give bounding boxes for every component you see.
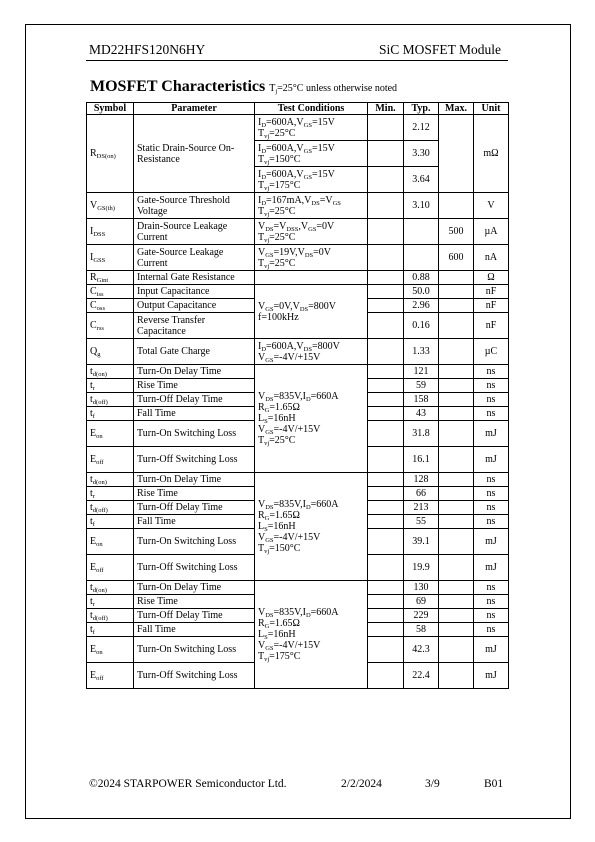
cell-min [368,663,404,689]
cell-typ: 128 [404,473,439,487]
cell-typ: 229 [404,609,439,623]
cell-symbol: $V_{GS(th)}$ [87,193,134,219]
cell-unit: ns [474,473,509,487]
cell-max [439,379,474,393]
section-condition: $T_j=25^\circ C$ unless otherwise noted [269,83,398,95]
cell-symbol: $I_{DSS}$ [87,219,134,245]
footer-revision: B01 [484,778,504,790]
cell-parameter: Turn-On Delay Time [134,473,255,487]
cell-min [368,595,404,609]
cell-unit: ns [474,407,509,421]
cell-typ: 3.64 [404,167,439,193]
cell-unit: ns [474,487,509,501]
cell-max [439,555,474,581]
cell-parameter: Turn-On Delay Time [134,365,255,379]
footer-date: 2/2/2024 [341,778,382,790]
cell-unit: ns [474,595,509,609]
col-header-min: Min. [368,103,404,115]
cell-parameter: Rise Time [134,379,255,393]
cell-min [368,219,404,245]
cell-min [368,637,404,663]
section-heading [90,78,397,96]
cell-symbol: $E_{on}$ [87,637,134,663]
cell-symbol: $t_{d(on)}$ [87,365,134,379]
cell-parameter: Turn-On Switching Loss [134,529,255,555]
cell-parameter: Gate-Source Threshold Voltage [134,193,255,219]
product-type: SiC MOSFET Module [378,42,501,57]
cell-min [368,245,404,271]
cell-parameter: Turn-On Switching Loss [134,421,255,447]
col-header-max: Max. [439,103,474,115]
cell-parameter: Fall Time [134,515,255,529]
cell-typ: 2.12 [404,115,439,141]
cell-unit: mJ [474,529,509,555]
cell-max [439,473,474,487]
cell-unit: V [474,193,509,219]
table-row [87,365,509,379]
cell-typ: 43 [404,407,439,421]
cell-symbol: $t_f$ [87,407,134,421]
cell-max: 500 [439,219,474,245]
cell-max [439,407,474,421]
cell-typ: 130 [404,581,439,595]
cell-max [439,193,474,219]
cell-max [439,487,474,501]
cell-symbol: $t_{d(off)}$ [87,609,134,623]
cell-max [439,421,474,447]
cell-conditions: $V_{DS}=835V,I_D=660A$ $R_G=1.65\Omega$ $L_S=16nH$ $V_{GS}=-4V/+15V$ $T_{vj}=25^\circ C$ [255,365,368,473]
col-header-typ: Typ. [404,103,439,115]
cell-max [439,663,474,689]
cell-symbol: $t_r$ [87,379,134,393]
cell-parameter: Fall Time [134,623,255,637]
cell-max [439,313,474,339]
cell-conditions: $I_D=600A,V_{GS}=15V$ $T_{vj}=25^\circ C$ [255,115,368,141]
cell-max [439,447,474,473]
cell-typ: 39.1 [404,529,439,555]
cell-typ: 55 [404,515,439,529]
cell-max [439,529,474,555]
cell-unit: ns [474,393,509,407]
cell-min [368,393,404,407]
cell-conditions: $V_{DS}=835V,I_D=660A$ $R_G=1.65\Omega$ $L_S=16nH$ $V_{GS}=-4V/+15V$ $T_{vj}=150^\circ C$ [255,473,368,581]
cell-typ: 1.33 [404,339,439,365]
cell-min [368,285,404,299]
cell-typ: 158 [404,393,439,407]
cell-max [439,595,474,609]
cell-symbol: $C_{oss}$ [87,299,134,313]
cell-min [368,271,404,285]
cell-conditions [255,271,368,285]
cell-parameter: Turn-Off Switching Loss [134,447,255,473]
cell-conditions: $I_D=600A,V_{DS}=800V$ $V_{GS}=-4V/+15V$ [255,339,368,365]
cell-max [439,637,474,663]
cell-parameter: Internal Gate Resistance [134,271,255,285]
cell-symbol: $t_{d(on)}$ [87,581,134,595]
cell-max [439,115,474,193]
cell-max [439,271,474,285]
cell-min [368,555,404,581]
cell-unit: mJ [474,555,509,581]
cell-conditions: $V_{GS}=0V,V_{DS}=800V$ f=100kHz [255,285,368,339]
cell-parameter: Turn-Off Switching Loss [134,663,255,689]
cell-min [368,115,404,141]
cell-symbol: $R_{Gint}$ [87,271,134,285]
cell-typ: 66 [404,487,439,501]
cell-parameter: Input Capacitance [134,285,255,299]
cell-conditions: $V_{GS}=19V,V_{DS}=0V$ $T_{vj}=25^\circ C$ [255,245,368,271]
cell-min [368,193,404,219]
cell-parameter: Output Capacitance [134,299,255,313]
cell-unit: ns [474,365,509,379]
header-rule [86,60,508,61]
table-row [87,193,509,219]
cell-unit: ns [474,609,509,623]
cell-typ: 22.4 [404,663,439,689]
cell-unit: nF [474,285,509,299]
cell-symbol: $Q_g$ [87,339,134,365]
cell-unit: ns [474,623,509,637]
table-row [87,339,509,365]
cell-typ: 3.30 [404,141,439,167]
cell-conditions: $I_D=167mA,V_{DS}=V_{GS}$ $T_{vj}=25^\circ C$ [255,193,368,219]
cell-typ: 121 [404,365,439,379]
cell-min [368,501,404,515]
cell-unit: mJ [474,637,509,663]
cell-typ: 2.96 [404,299,439,313]
cell-parameter: Drain-Source Leakage Current [134,219,255,245]
cell-conditions: $I_D=600A,V_{GS}=15V$ $T_{vj}=175^\circ C$ [255,167,368,193]
table-body [87,115,509,689]
cell-parameter: Reverse Transfer Capacitance [134,313,255,339]
cell-symbol: $E_{off}$ [87,447,134,473]
cell-min [368,339,404,365]
cell-min [368,299,404,313]
table-row [87,245,509,271]
part-number: MD22HFS120N6HY [89,42,206,57]
cell-parameter: Gate-Source Leakage Current [134,245,255,271]
cell-min [368,581,404,595]
cell-min [368,515,404,529]
cell-parameter: Turn-Off Delay Time [134,609,255,623]
cell-max [439,501,474,515]
cell-typ: 16.1 [404,447,439,473]
cell-unit: mΩ [474,115,509,193]
cell-symbol: $E_{on}$ [87,421,134,447]
cell-symbol: $I_{GSS}$ [87,245,134,271]
cell-max: 600 [439,245,474,271]
cell-parameter: Turn-On Switching Loss [134,637,255,663]
cell-symbol: $t_{d(off)}$ [87,501,134,515]
cell-parameter: Fall Time [134,407,255,421]
cell-max [439,365,474,379]
cell-symbol: $C_{rss}$ [87,313,134,339]
table-row [87,271,509,285]
cell-conditions: $I_D=600A,V_{GS}=15V$ $T_{vj}=150^\circ C$ [255,141,368,167]
cell-unit: ns [474,581,509,595]
cell-typ [404,219,439,245]
cell-max [439,285,474,299]
table-row [87,219,509,245]
cell-min [368,623,404,637]
cell-typ: 58 [404,623,439,637]
cell-min [368,421,404,447]
cell-parameter: Turn-On Delay Time [134,581,255,595]
cell-symbol: $t_r$ [87,487,134,501]
col-header-unit: Unit [474,103,509,115]
cell-unit: mJ [474,421,509,447]
col-header-conditions: Test Conditions [255,103,368,115]
cell-max [439,609,474,623]
cell-unit: mJ [474,663,509,689]
cell-min [368,529,404,555]
cell-parameter: Turn-Off Delay Time [134,393,255,407]
cell-symbol: $t_{d(off)}$ [87,393,134,407]
cell-typ: 42.3 [404,637,439,663]
table-header-row [87,103,509,115]
table-row [87,285,509,299]
cell-symbol: $t_f$ [87,623,134,637]
cell-parameter: Rise Time [134,595,255,609]
cell-unit: nF [474,299,509,313]
cell-typ: 59 [404,379,439,393]
footer-page: 3/9 [425,778,440,790]
cell-parameter: Total Gate Charge [134,339,255,365]
table-row [87,581,509,595]
cell-symbol: $C_{iss}$ [87,285,134,299]
cell-symbol: $t_{d(on)}$ [87,473,134,487]
cell-typ: 69 [404,595,439,609]
cell-conditions: $V_{DS}=V_{DSS},V_{GS}=0V$ $T_{vj}=25^\circ C$ [255,219,368,245]
cell-min [368,141,404,167]
cell-unit: µA [474,219,509,245]
footer-copyright: ©2024 STARPOWER Semiconductor Ltd. [89,778,287,790]
cell-max [439,581,474,595]
cell-symbol: $E_{off}$ [87,663,134,689]
cell-typ: 3.10 [404,193,439,219]
cell-typ: 50.0 [404,285,439,299]
cell-unit: nF [474,313,509,339]
cell-typ: 31.8 [404,421,439,447]
cell-symbol: $t_r$ [87,595,134,609]
cell-unit: Ω [474,271,509,285]
cell-min [368,379,404,393]
cell-max [439,299,474,313]
cell-unit: ns [474,515,509,529]
cell-typ: 213 [404,501,439,515]
cell-min [368,609,404,623]
cell-max [439,623,474,637]
cell-symbol: $E_{off}$ [87,555,134,581]
cell-unit: µC [474,339,509,365]
col-header-symbol: Symbol [87,103,134,115]
cell-conditions: $V_{DS}=835V,I_D=660A$ $R_G=1.65\Omega$ $L_S=16nH$ $V_{GS}=-4V/+15V$ $T_{vj}=175^\circ C$ [255,581,368,689]
cell-unit: ns [474,379,509,393]
cell-min [368,407,404,421]
cell-max [439,339,474,365]
cell-min [368,167,404,193]
cell-parameter: Turn-Off Delay Time [134,501,255,515]
cell-parameter: Rise Time [134,487,255,501]
cell-parameter: Turn-Off Switching Loss [134,555,255,581]
cell-typ: 19.9 [404,555,439,581]
table-row [87,115,509,141]
cell-parameter: Static Drain-Source On-Resistance [134,115,255,193]
cell-symbol: $R_{DS(on)}$ [87,115,134,193]
cell-max [439,515,474,529]
characteristics-table [86,102,509,689]
cell-min [368,487,404,501]
cell-symbol: $t_f$ [87,515,134,529]
cell-min [368,313,404,339]
cell-min [368,365,404,379]
section-title: MOSFET Characteristics [90,78,266,95]
cell-unit: nA [474,245,509,271]
cell-typ: 0.16 [404,313,439,339]
col-header-parameter: Parameter [134,103,255,115]
cell-typ: 0.88 [404,271,439,285]
cell-min [368,473,404,487]
cell-unit: mJ [474,447,509,473]
cell-max [439,393,474,407]
cell-symbol: $E_{on}$ [87,529,134,555]
table-row [87,473,509,487]
cell-min [368,447,404,473]
cell-typ [404,245,439,271]
cell-unit: ns [474,501,509,515]
